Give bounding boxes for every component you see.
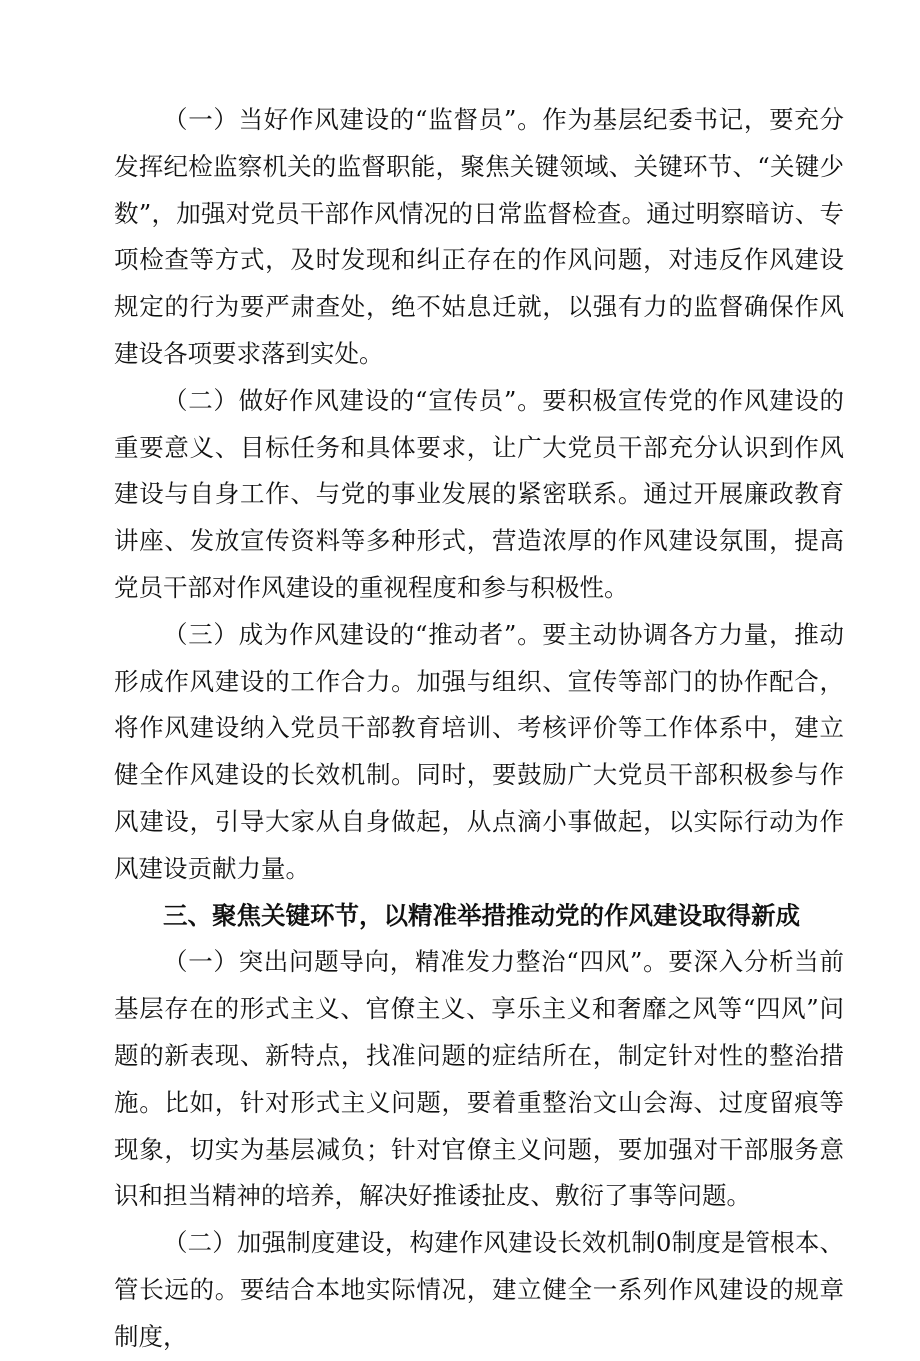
paragraph-four-styles: （一）突出问题导向，精准发力整治“四风”。要深入分析当前基层存在的形式主义、官僚主义、享乐主义和奢靡之风等“四风”问题的新表现、新特点，找准问题的症结所在，制定针对性的整治措施。比如，针对形式主义问题，要着重整治文山会海、过度留痕等现象，切实为基层减负；针对官僚主义问题，要加强对干部服务意识和担当精神的培养，解决好推诿扯皮、敷衍了事等问题。 — [114, 947, 844, 1211]
paragraph-institution-building: （二）加强制度建设，构建作风建设长效机制0制度是管根本、管长远的。要结合本地实际情况，建立健全一系列作风建设的规章制度， — [114, 1228, 844, 1351]
document-body — [114, 97, 844, 1361]
paragraph-supervisor: （一）当好作风建设的“监督员”。作为基层纪委书记，要充分发挥纪检监察机关的监督职能，聚焦关键领域、关键环节、“关键少数”，加强对党员干部作风情况的日常监督检查。通过明察暗访、专项检查等方式，及时发现和纠正存在的作风问题，对违反作风建设规定的行为要严肃查处，绝不姑息迁就，以强有力的监督确保作风建设各项要求落到实处。 — [114, 105, 844, 368]
paragraph-publicist: （二）做好作风建设的“宣传员”。要积极宣传党的作风建设的重要意义、目标任务和具体要求，让广大党员干部充分认识到作风建设与自身工作、与党的事业发展的紧密联系。通过开展廉政教育讲座、发放宣传资料等多种形式，营造浓厚的作风建设氛围，提高党员干部对作风建设的重视程度和参与积极性。 — [114, 385, 844, 602]
paragraph-promoter: （三）成为作风建设的“推动者”。要主动协调各方力量，推动形成作风建设的工作合力。加强与组织、宣传等部门的协作配合，将作风建设纳入党员干部教育培训、考核评价等工作体系中，建立健全作风建设的长效机制。同时，要鼓励广大党员干部积极参与作风建设，引导大家从自身做起，从点滴小事做起，以实际行动为作风建设贡献力量。 — [114, 619, 844, 883]
section-heading: 三、聚焦关键环节，以精准举措推动党的作风建设取得新成 — [163, 900, 800, 930]
